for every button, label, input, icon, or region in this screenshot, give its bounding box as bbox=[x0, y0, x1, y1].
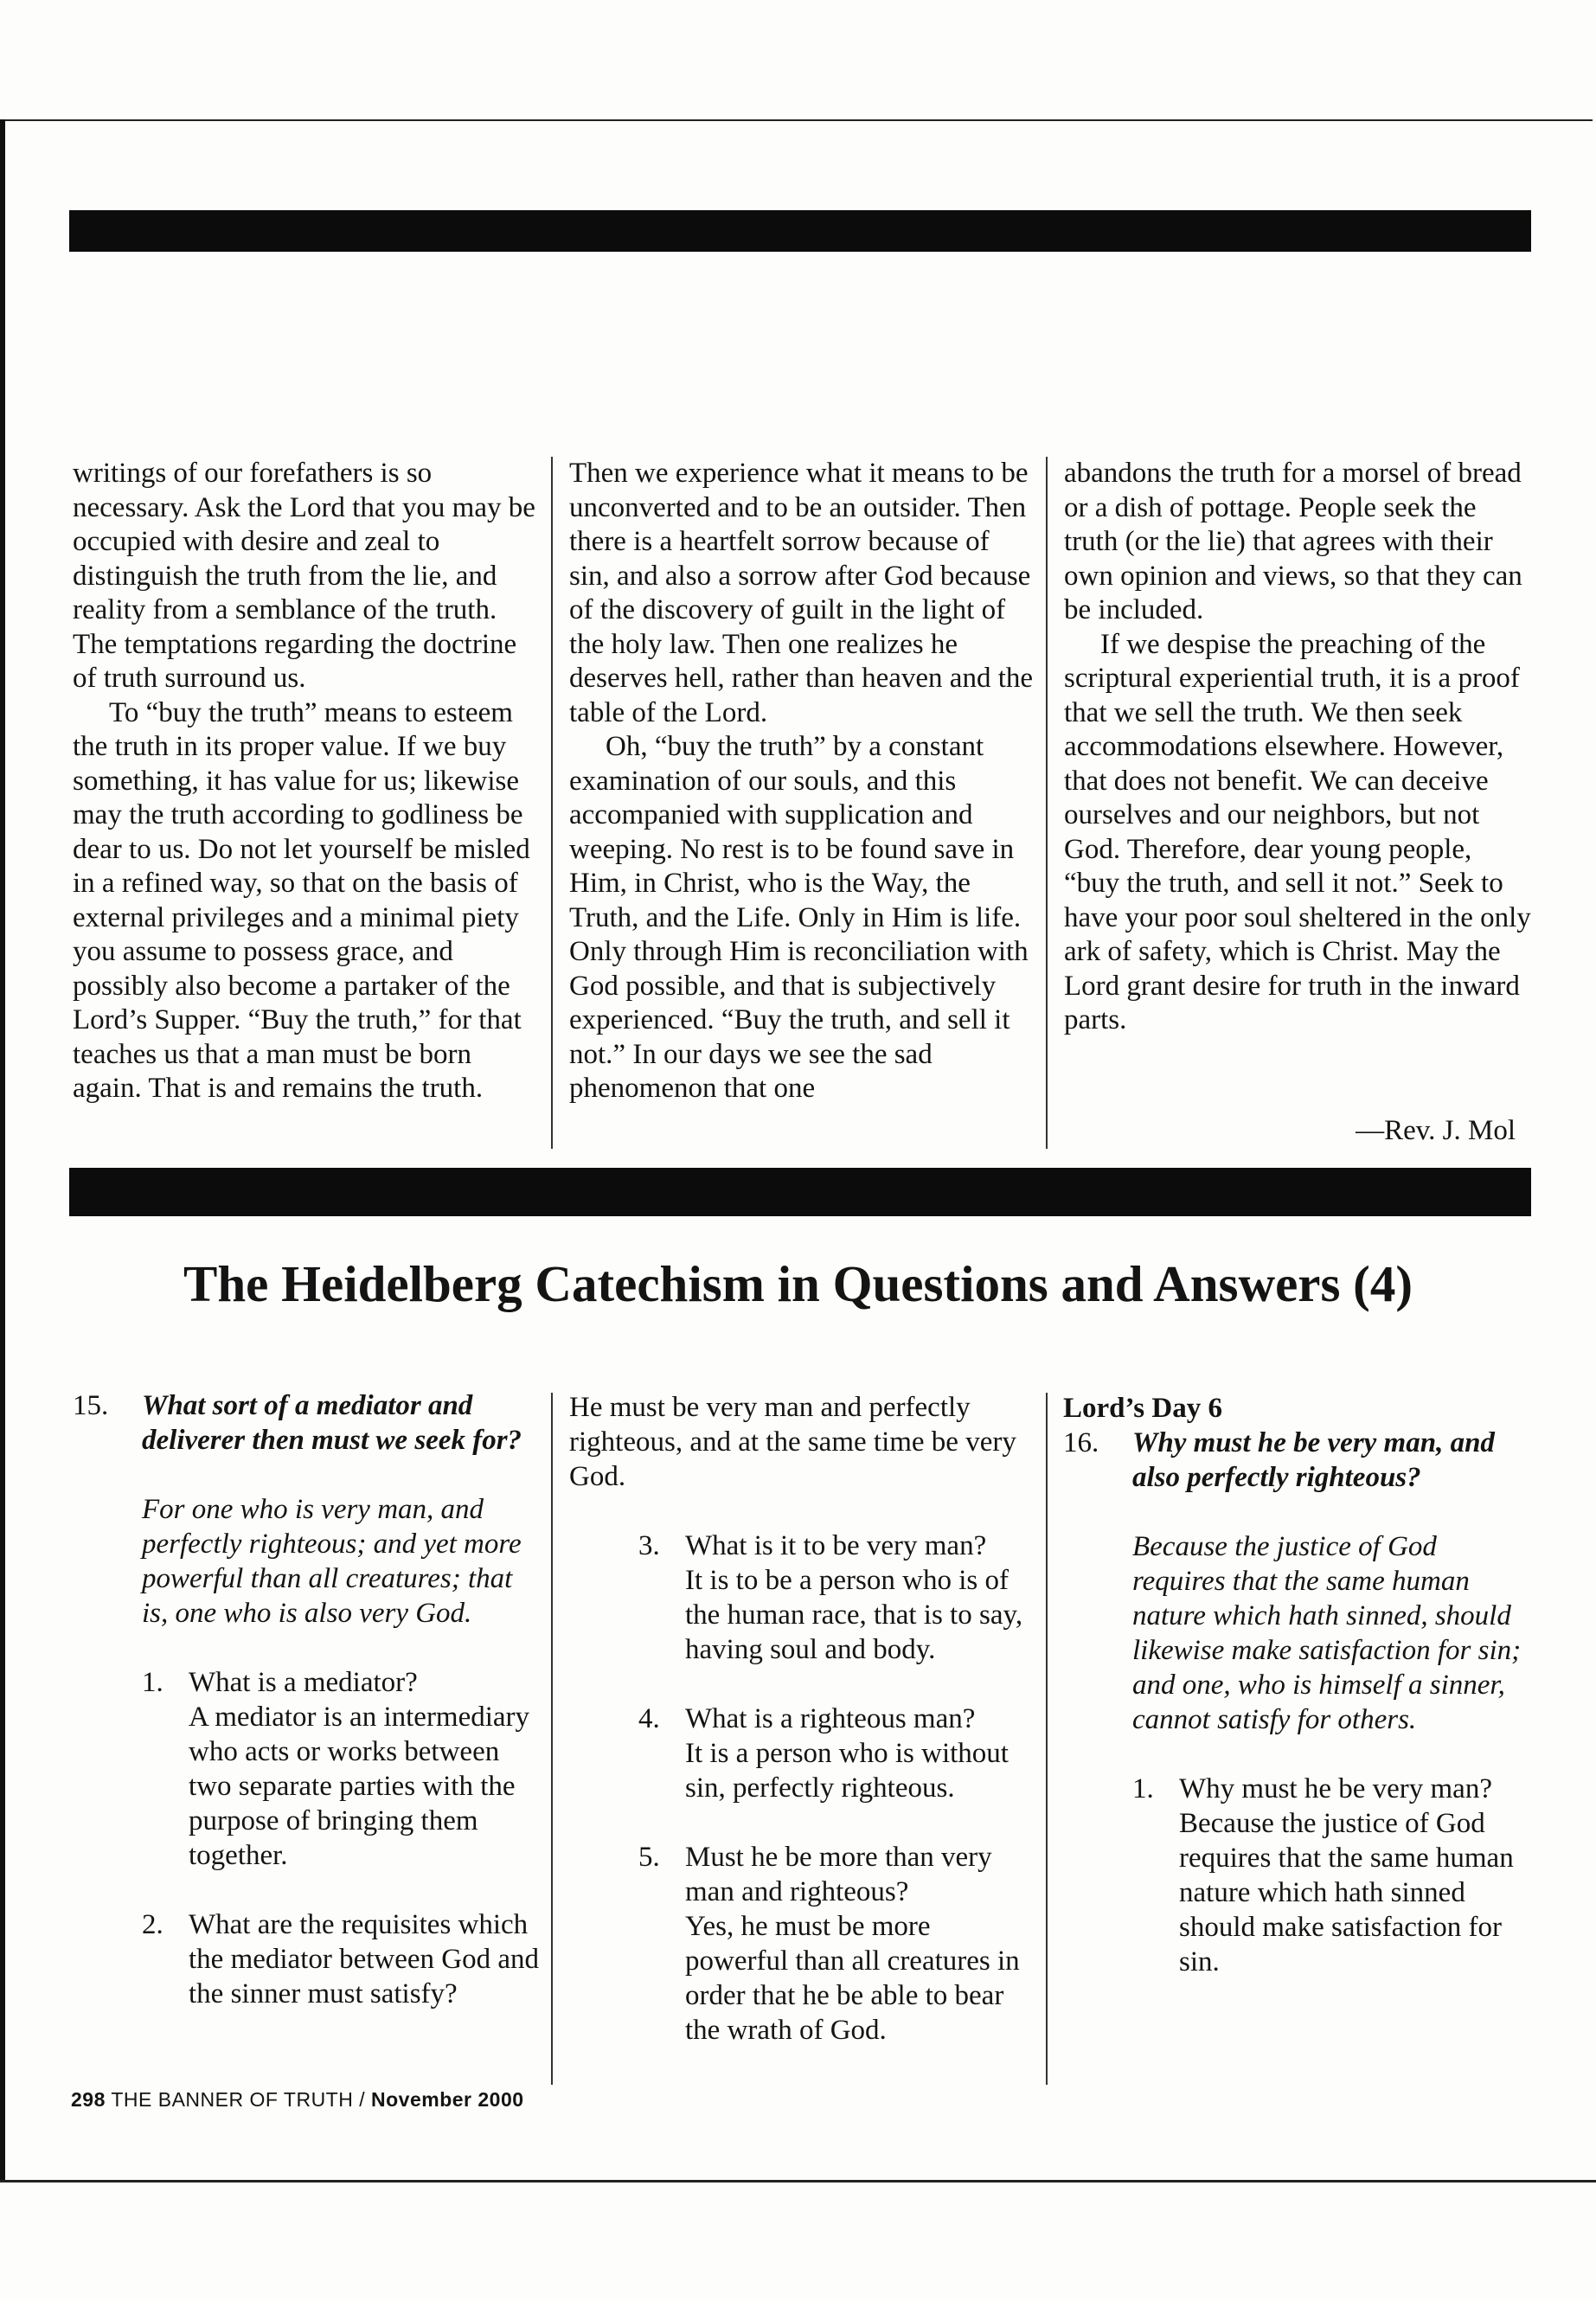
question-text: What sort of a mediator and deliverer then must we seek for? bbox=[142, 1390, 522, 1456]
sub-question bbox=[142, 1907, 540, 2011]
catechism-column-3 bbox=[1063, 1391, 1530, 1979]
sub-number: 1. bbox=[142, 1667, 163, 1698]
article-paragraph: To “buy the truth” means to esteem the truth in its proper value. If we buy something, it has value for us; likewise may the truth according to godliness be dear to us. Do not let yourself be misled in a refined way, so that on the basis of external privileges and a minimal piety you assume to possess grace, and possibly also become a partaker of the Lord’s Supper. “Buy the truth,” for that teaches us that a man must be born again. That is and remains the truth. bbox=[73, 696, 530, 1104]
sub-question-text: What is a mediator? bbox=[189, 1667, 418, 1698]
question-number: 15. bbox=[73, 1390, 109, 1421]
footer-separator: / bbox=[359, 2088, 366, 2111]
article-paragraph: writings of our forefathers is so necessary. Ask the Lord that you may be occupied with desire and zeal to distinguish the truth from the lie, and reality from a semblance of the truth. The temptations regarding the doctrine of truth surround us. bbox=[73, 458, 535, 694]
catechism-column-1 bbox=[73, 1388, 540, 2011]
issue-date: November 2000 bbox=[371, 2088, 524, 2111]
article-column-3 bbox=[1064, 457, 1531, 1038]
article-column-1 bbox=[73, 457, 540, 1106]
sub-answer-continuation: He must be very man and perfectly righteous, and at the same time be very God. bbox=[569, 1392, 1016, 1492]
column-divider bbox=[551, 457, 553, 1149]
page-edge bbox=[0, 119, 5, 2182]
question-text: Why must he be very man, and also perfectly righteous? bbox=[1132, 1427, 1495, 1493]
sub-answer-text: It is to be a person who is of the human race, that is to say, having soul and body. bbox=[685, 1565, 1023, 1665]
sub-question bbox=[638, 1529, 1036, 1667]
question-number: 16. bbox=[1063, 1427, 1099, 1458]
question-16 bbox=[1063, 1426, 1530, 1737]
article-paragraph: If we despise the preaching of the scriptural experiential truth, it is a proof that we sell the truth. We then seek accommodations elsewhere. However, that does not benefit. We can deceive ourselves and our neighbors, but not God. Therefore, dear young people, “buy the truth, and sell it not.” Seek to have your poor soul sheltered in the only ark of safety, which is Christ. May the Lord grant desire for truth in the inward parts. bbox=[1064, 628, 1531, 1035]
answer-text: For one who is very man, and perfectly righteous; and yet more powerful than all creatures; that is, one who is also very God. bbox=[142, 1494, 522, 1629]
article-paragraph: abandons the truth for a morsel of bread or a dish of pottage. People seek the truth (or the lie) that agrees with their own opinion and views, so that they can be included. bbox=[1064, 458, 1522, 625]
sub-answer-text: It is a person who is without sin, perfectly righteous. bbox=[685, 1738, 1009, 1804]
page-footer bbox=[71, 2088, 524, 2112]
article-paragraph: Then we experience what it means to be unconverted and to be an outsider. Then there is a heartfelt sorrow because of sin, and also a sorrow after God because of the discovery of guilt in the light of the holy law. Then one realizes he deserves hell, rather than heaven and the table of the Lord. bbox=[569, 458, 1034, 728]
sub-number: 1. bbox=[1132, 1773, 1154, 1804]
sub-answer-text: A mediator is an intermediary who acts or works between two separate parties with the purpose of bringing them together. bbox=[189, 1702, 530, 1871]
question-15 bbox=[73, 1388, 540, 1631]
section-title: The Heidelberg Catechism in Questions and Answers (4) bbox=[183, 1255, 1413, 1312]
page-bottom-rule bbox=[0, 2180, 1596, 2182]
article-paragraph: Oh, “buy the truth” by a constant examination of our souls, and this accompanied with supplication and weeping. No rest is to be found save in Him, in Christ, who is the Way, the Truth, and the Life. Only in Him is life. Only through Him is reconciliation with God possible, and that is subjectively experienced. “Buy the truth, and sell it not.” In our days we see the sad phenomenon that one bbox=[569, 731, 1029, 1104]
section-black-bar bbox=[69, 1168, 1531, 1216]
sub-question bbox=[142, 1665, 540, 1873]
sub-number: 3. bbox=[638, 1530, 660, 1561]
lords-day-heading: Lord’s Day 6 bbox=[1063, 1393, 1222, 1424]
answer-text: Because the justice of God requires that the same human nature which hath sinned, should likewise make satisfaction for sin; and one, who is himself a sinner, cannot satisfy for others. bbox=[1132, 1531, 1522, 1735]
sub-question-text: Why must he be very man? bbox=[1179, 1773, 1492, 1804]
page-top-rule bbox=[5, 119, 1593, 121]
sub-question-text: Must he be more than very man and righteous? bbox=[685, 1842, 992, 1907]
column-divider bbox=[1046, 457, 1048, 1149]
sub-question bbox=[1132, 1772, 1530, 1979]
sub-number: 5. bbox=[638, 1842, 660, 1873]
article-column-2 bbox=[569, 457, 1036, 1106]
sub-question-text: What is it to be very man? bbox=[685, 1530, 987, 1561]
page-number: 298 bbox=[71, 2088, 106, 2111]
sub-question bbox=[638, 1702, 1036, 1805]
column-divider bbox=[1046, 1393, 1048, 2085]
sub-question-text: What is a righteous man? bbox=[685, 1703, 976, 1734]
sub-number: 4. bbox=[638, 1703, 660, 1734]
sub-question bbox=[638, 1840, 1036, 2048]
sub-number: 2. bbox=[142, 1909, 163, 1940]
catechism-column-2 bbox=[569, 1390, 1036, 2048]
sub-answer-text: Because the justice of God requires that the same human nature which hath sinned should make satisfaction for sin. bbox=[1179, 1808, 1514, 1977]
publication-name: THE BANNER OF TRUTH bbox=[111, 2088, 354, 2111]
top-black-bar bbox=[69, 210, 1531, 252]
sub-answer-text: Yes, he must be more powerful than all creatures in order that he be able to bear the wrath of God. bbox=[685, 1911, 1020, 2046]
column-divider bbox=[551, 1393, 553, 2085]
author-signature: —Rev. J. Mol bbox=[1356, 1115, 1516, 1146]
sub-question-text: What are the requisites which the mediator between God and the sinner must satisfy? bbox=[189, 1909, 540, 2009]
